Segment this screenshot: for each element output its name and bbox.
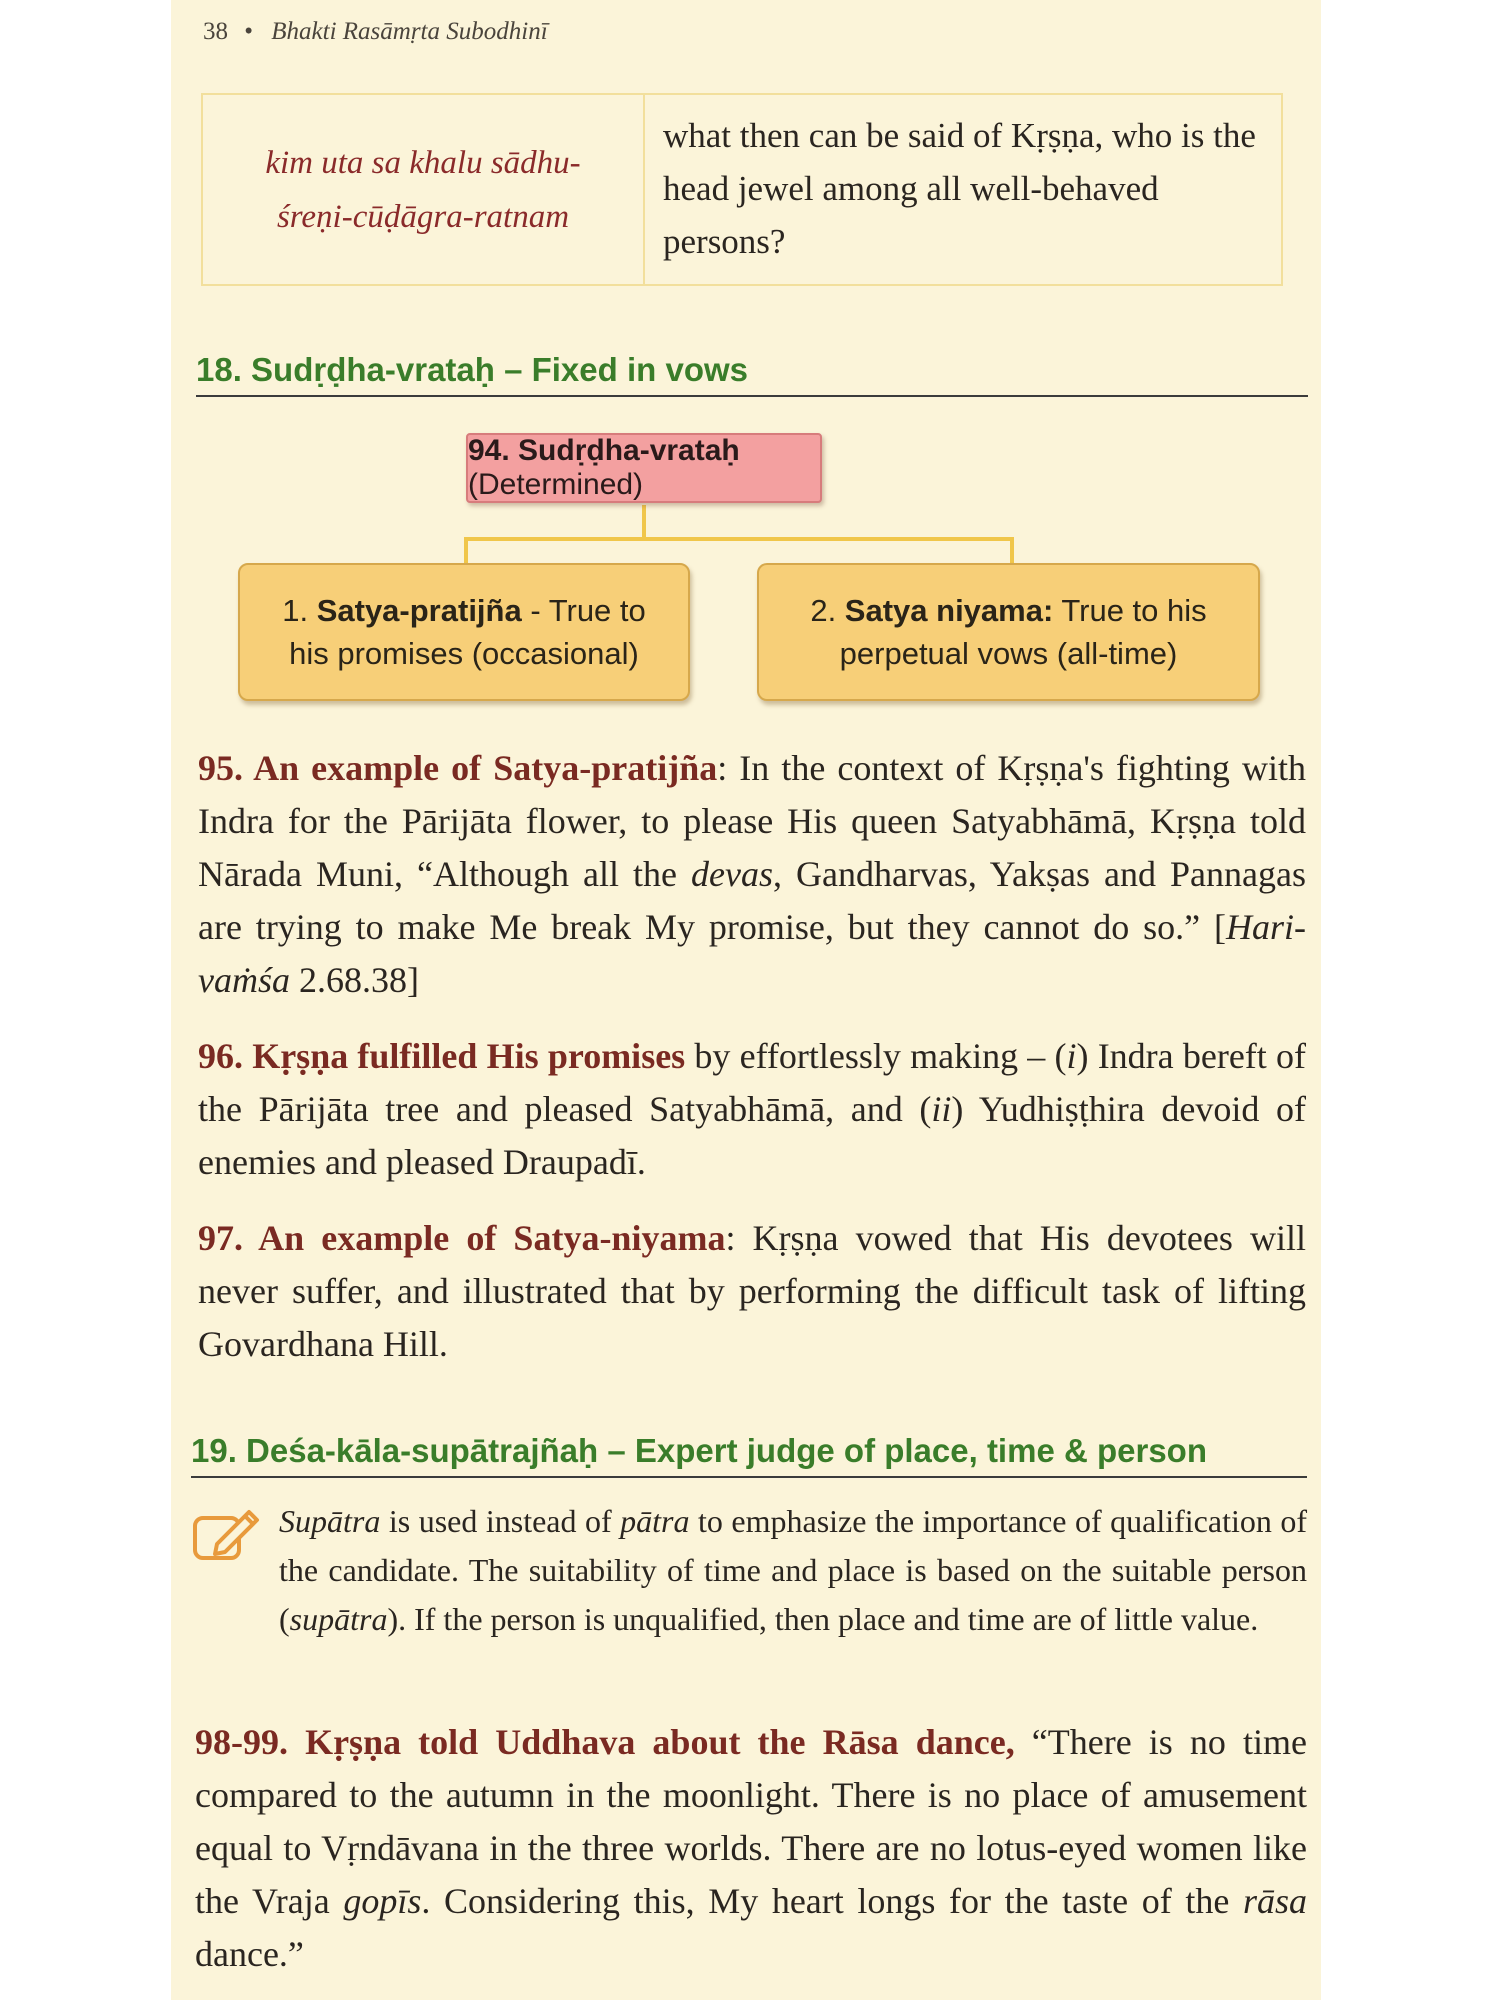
note-text-3: ). If the person is unqualified, then place and time are of little value. xyxy=(387,1601,1259,1637)
paragraph-98-99-text-1: “There is no time compared to the autumn in the moonlight. There is no place of amusement equal to Vṛndāvana in the three worlds. There are no lotus-eyed women like the Vraja xyxy=(195,1722,1307,1921)
paragraph-95-reference-number: 2.68.38] xyxy=(290,960,419,1000)
paragraph-96-lead: 96. Kṛṣṇa fulfilled His promises xyxy=(198,1036,686,1076)
paragraph-96-text-1: by effortlessly making – ( xyxy=(685,1036,1067,1076)
paragraph-95-lead: 95. An example of Satya-pratijña xyxy=(198,748,718,788)
verse-sanskrit xyxy=(203,95,645,284)
pencil-note-icon xyxy=(191,1506,263,1566)
child-2-number: 2. xyxy=(810,593,845,628)
paragraph-96-marker-ii: ii xyxy=(931,1089,952,1129)
vow-diagram xyxy=(171,430,1321,720)
paragraph-98-99-text-2: . Considering this, My heart longs for the taste of the xyxy=(421,1881,1243,1921)
paragraph-98-99-rasa: rāsa xyxy=(1242,1881,1307,1921)
paragraph-98-99-lead: 98-99. Kṛṣṇa told Uddhava about the Rāsa dance, xyxy=(195,1722,1015,1762)
child-1-desc-2: his promises (occasional) xyxy=(289,636,639,671)
paragraph-96 xyxy=(198,1030,1306,1189)
note-text xyxy=(279,1497,1307,1644)
paragraph-96-text-2: ) Indra bereft of the Pārijāta tree and pleased Satyabhāmā, and ( xyxy=(198,1036,1306,1129)
note-text-2: to emphasize the importance of qualification of the candidate. The suitability of time and place is based on the suitable person ( xyxy=(279,1503,1308,1637)
page-number: 38 xyxy=(203,18,228,45)
child-1-title: Satya-pratijña xyxy=(316,593,522,628)
paragraph-97 xyxy=(198,1212,1306,1371)
root-box-title: 94. Sudṛḍha-vrataḥ xyxy=(468,434,740,467)
child-1-desc-1: - True to xyxy=(521,593,646,628)
child-2-desc-1: True to his xyxy=(1053,593,1207,628)
paragraph-95-text-1: : In the context of Kṛṣṇa's fighting with Indra for the Pārijāta flower, to please His queen Satyabhāmā, Kṛṣṇa told Nārada Muni, “Although all the xyxy=(198,748,1306,894)
verse-translation: what then can be said of Kṛṣṇa, who is the head jewel among all well-behaved persons? xyxy=(663,116,1256,261)
paragraph-98-99 xyxy=(195,1716,1307,1981)
child-2-desc-2: perpetual vows (all-time) xyxy=(839,636,1178,671)
paragraph-95-devas: devas xyxy=(691,854,773,894)
root-box-subtitle: (Determined) xyxy=(468,468,644,501)
paragraph-96-text-3: ) Yudhiṣṭhira devoid of enemies and pleased Draupadī. xyxy=(198,1089,1306,1182)
note-supatra-2: supātra xyxy=(289,1601,388,1637)
bullet-separator: • xyxy=(244,18,254,45)
paragraph-95-text-2: , Gandharvas, Yakṣas and Pannagas are trying to make Me break My promise, but they cannot do so.” [ xyxy=(198,854,1306,947)
child-2-title: Satya niyama: xyxy=(844,593,1054,628)
section-heading-19: 19. Deśa-kāla-supātrajñaḥ – Expert judge of place, time & person xyxy=(191,1432,1307,1478)
book-page xyxy=(171,0,1321,2000)
paragraph-96-marker-i: i xyxy=(1066,1036,1077,1076)
running-head xyxy=(203,18,548,46)
sanskrit-line-2: śreṇi-cūḍāgra-ratnam xyxy=(276,198,570,235)
verse-table xyxy=(201,93,1283,286)
section-heading-18: 18. Sudṛḍha-vrataḥ – Fixed in vows xyxy=(196,351,1308,397)
diagram-root-box xyxy=(466,433,822,503)
paragraph-98-99-gopis: gopīs xyxy=(343,1881,422,1921)
connector-horizontal-right xyxy=(844,537,1014,541)
sanskrit-line-1: kim uta sa khalu sādhu- xyxy=(265,144,581,181)
diagram-child-box-2 xyxy=(757,563,1260,701)
paragraph-95 xyxy=(198,742,1306,1007)
diagram-child-box-1 xyxy=(238,563,690,701)
note-patra: pātra xyxy=(620,1503,690,1539)
child-1-number: 1. xyxy=(282,593,317,628)
connector-vertical-root xyxy=(642,505,646,539)
paragraph-97-lead: 97. An example of Satya-niyama xyxy=(198,1218,726,1258)
note-text-1: is used instead of xyxy=(380,1503,621,1539)
paragraph-95-reference: Hari-vaṁśa xyxy=(198,907,1306,1000)
paragraph-97-text: : Kṛṣṇa vowed that His devotees will never suffer, and illustrated that by performing the difficult task of lifting Govardhana Hill. xyxy=(198,1218,1306,1364)
note-supatra: Supātra xyxy=(279,1503,381,1539)
paragraph-98-99-text-3: dance.” xyxy=(195,1934,304,1974)
connector-horizontal xyxy=(464,537,844,541)
connector-vertical-right xyxy=(1010,537,1014,565)
book-title: Bhakti Rasāmṛta Subodhinī xyxy=(271,18,548,45)
connector-vertical-left xyxy=(464,537,468,565)
